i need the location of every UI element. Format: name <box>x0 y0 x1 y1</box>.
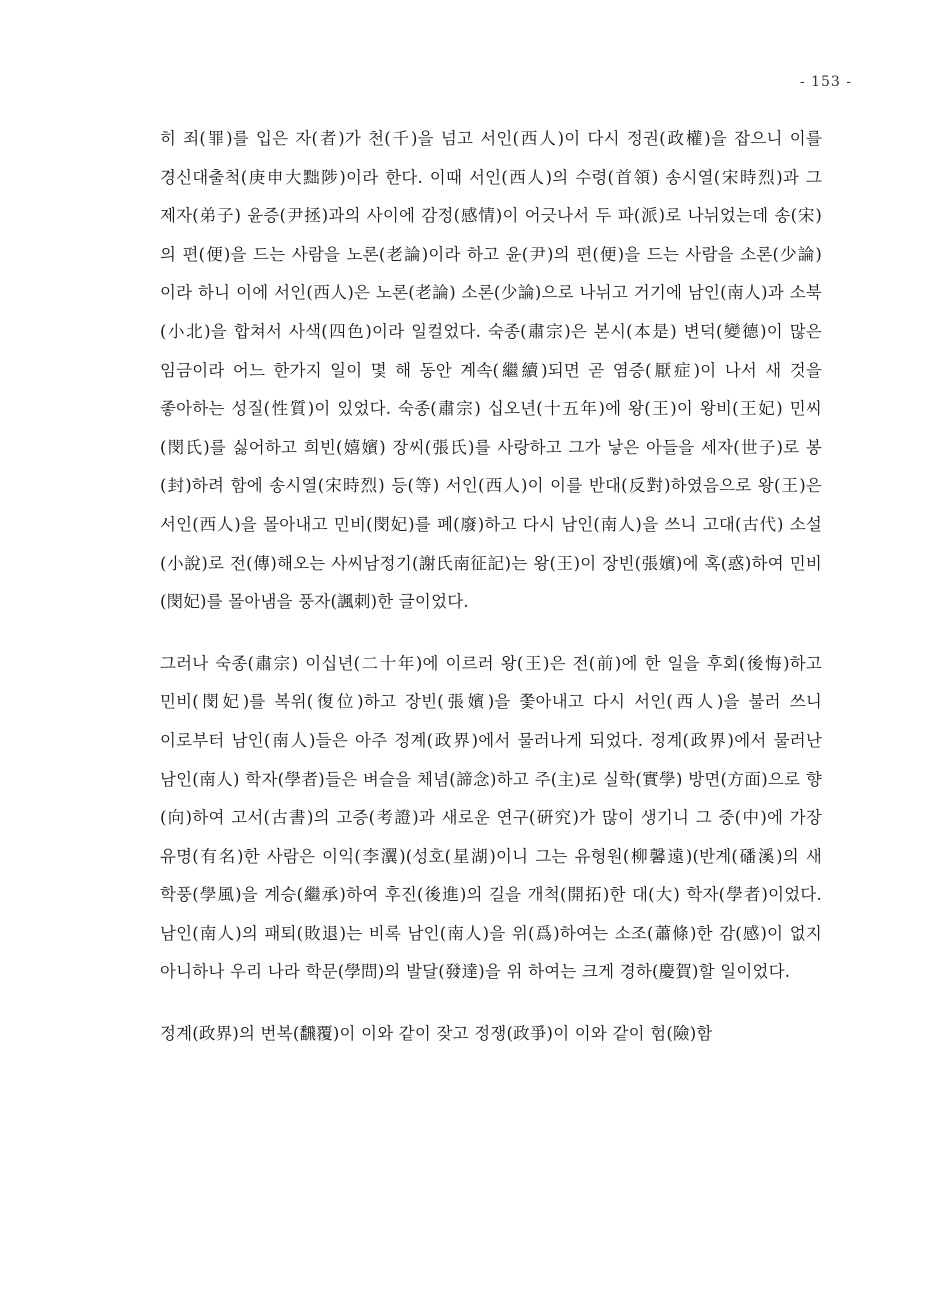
paragraph-2: 그러나 숙종(肅宗) 이십년(二十年)에 이르러 왕(王)은 전(前)에 한 일을 후회(後悔)하고 민비(閔妃)를 복위(復位)하고 장빈(張嬪)을 쫓아내고 다시 서인(西人)을 불러 쓰니 이로부터 남인(南人)들은 아주 정계(政界)에서 물러나게 되었다. 정계(政界)에서 물러난 남인(南人) 학자(學者)들은 벼슬을 체념(諦念)하고 주(主)로 실학(實學) 방면(方面)으로 향(向)하여 고서(古書)의 고증(考證)과 새로운 연구(硏究)가 많이 생기니 그 중(中)에 가장 유명(有名)한 사람은 이익(李瀷)(성호(星湖)이니 그는 유형원(柳馨遠)(반계(磻溪)의 새 학풍(學風)을 계승(繼承)하여 후진(後進)의 길을 개척(開拓)한 대(大) 학자(學者)이었다. 남인(南人)의 패퇴(敗退)는 비록 남인(南人)을 위(爲)하여는 소조(蕭條)한 감(感)이 없지 아니하나 우리 나라 학문(學問)의 발달(發達)을 위 하여는 크게 경하(慶賀)할 일이었다. <box>160 653 822 982</box>
paragraph-3: 정계(政界)의 번복(飜覆)이 이와 같이 잦고 정쟁(政爭)이 이와 같이 험(險)함 <box>160 1024 713 1044</box>
page-number: - 153 - <box>799 74 852 90</box>
document-body <box>160 120 822 1054</box>
paragraph-1: 히 죄(罪)를 입은 자(者)가 천(千)을 넘고 서인(西人)이 다시 정권(政權)을 잡으니 이를 경신대출척(庚申大黜陟)이라 한다. 이때 서인(西人)의 수령(首領) 송시열(宋時烈)과 그 제자(弟子) 윤증(尹拯)과의 사이에 감정(感情)이 어긋나서 두 파(派)로 나뉘었는데 송(宋)의 편(便)을 드는 사람을 노론(老論)이라 하고 윤(尹)의 편(便)을 드는 사람을 소론(少論)이라 하니 이에 서인(西人)은 노론(老論) 소론(少論)으로 나뉘고 거기에 남인(南人)과 소북(小北)을 합쳐서 사색(四色)이라 일컬었다. 숙종(肅宗)은 본시(本是) 변덕(變德)이 많은 임금이라 어느 한가지 일이 몇 해 동안 계속(繼續)되면 곧 염증(厭症)이 나서 새 것을 좋아하는 성질(性質)이 있었다. 숙종(肅宗) 십오년(十五年)에 왕(王)이 왕비(王妃) 민씨(閔氏)를 싫어하고 희빈(嬉嬪) 장씨(張氏)를 사랑하고 그가 낳은 아들을 세자(世子)로 봉(封)하려 함에 송시열(宋時烈) 등(等) 서인(西人)이 이를 반대(反對)하였음으로 왕(王)은 서인(西人)을 몰아내고 민비(閔妃)를 폐(廢)하고 다시 남인(南人)을 쓰니 고대(古代) 소설(小說)로 전(傳)해오는 사씨남정기(謝氏南征記)는 왕(王)이 장빈(張嬪)에 혹(惑)하여 민비(閔妃)를 몰아냄을 풍자(諷刺)한 글이었다. <box>160 129 822 612</box>
